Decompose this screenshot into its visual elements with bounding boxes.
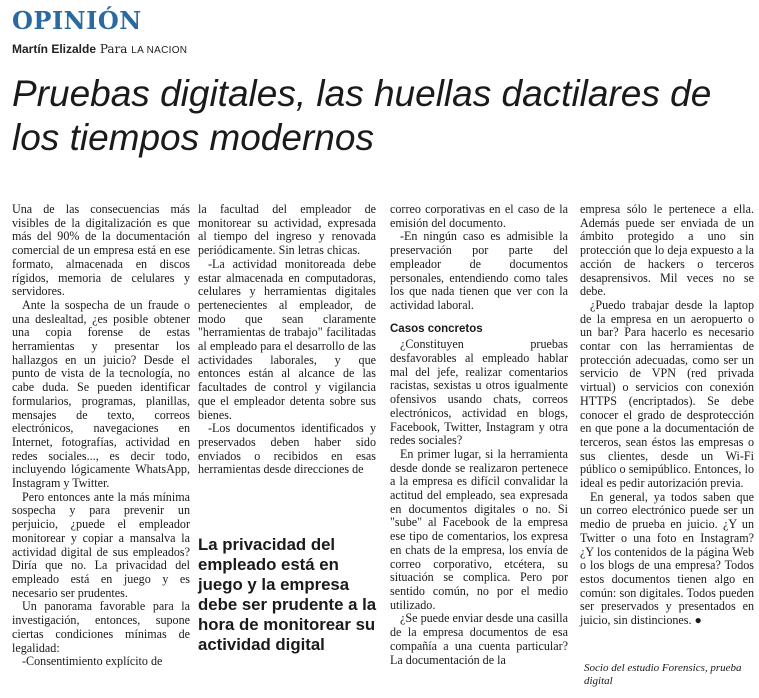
paragraph: Un panorama favorable para la investigación, entonces, supone ciertas condiciones mínimas de legalidad: bbox=[12, 599, 190, 655]
paragraph: -Consentimiento explícito de bbox=[22, 654, 163, 669]
paragraph: ¿Constituyen pruebas desfavorables al empleado hablar mal del jefe, realizar comentarios racistas, sexistas u otros igualmente ofensivos usando chats, correos electrónicos, actividad en blogs, Facebook, Twitter, Instagram y otra redes sociales? bbox=[390, 337, 568, 448]
article-column-1 bbox=[12, 203, 190, 695]
paragraph: ¿Puedo trabajar desde la laptop de la empresa en un aeropuerto o un bar? Para hacerlo es necesario contar con las herramientas de protección adecuadas, como ser un servicio de VPN (red privada virtual) o servicios con conexión HTTPS (encriptados). Se debe conocer el grado de desprotección en que pone a la documentación de terceros, sean éstos las empresas o sus clientes, desde un Wi-Fi público o semipúblico. Entonces, lo ideal es pedir autorización previa. bbox=[580, 297, 754, 491]
author-name: Martín Elizalde bbox=[12, 42, 97, 56]
byline-para: Para bbox=[99, 42, 128, 56]
paragraph: Ante la sospecha de un fraude o una deslealtad, ¿es posible obtener una copia forense de estas herramientas y presentar los hallazgos en un juicio? Desde el punto de vista de la tecnología, no cabe duda. Se pueden identificar formularios, programas, planillas, mensajes de texto, correos electrónicos, navegaciones en Internet, fotografías, actividad en redes sociales..., es decir todo, incluyendo lógicamente WhatsApp, Instagram y Twitter. bbox=[12, 297, 190, 491]
paragraph: Una de las consecuencias más visibles de la digitalización es que más del 90% de la documentación comercial de un empresa está en ese formato, almacenada en discos rígidos, memoria de celulares y servidores. bbox=[12, 202, 190, 299]
paragraph: -La actividad monitoreada debe estar almacenada en computadoras, celulares y herramientas digitales pertenecientes al empleador, de modo que sean claramente "herramientas de trabajo" facilitadas al empleado para el desarrollo de las actividades laborales, y que entonces están al alcance de las facultades de control y vigilancia que el empleador detenta sobre sus bienes. bbox=[198, 256, 376, 422]
paragraph: Pero entonces ante la más mínima sospecha y para prevenir un perjuicio, ¿puede el empleador monitorear y copiar a mansalva la actividad digital de sus empleados? Diría que no. La privacidad del empleado está en juego y es necesario ser prudentes. bbox=[12, 489, 190, 600]
paragraph: ¿Se puede enviar desde una casilla de la empresa documentos de esa compañía a una cuenta particular? La documentación de la bbox=[390, 611, 568, 667]
paragraph: -En ningún caso es admisible la preservación por parte del empleador de documentos personales, entendiendo como tales los que nada tienen que ver con la actividad laboral. bbox=[390, 229, 568, 312]
headline: Pruebas digitales, las huellas dactilares de los tiempos modernos bbox=[12, 73, 712, 158]
paragraph: correo corporativas en el caso de la emisión del documento. bbox=[390, 202, 568, 230]
article-column-4 bbox=[580, 203, 754, 695]
paragraph: -Los documentos identificados y preservados deben haber sido enviados o recibidos en esas herramientas desde direcciones de bbox=[198, 421, 376, 477]
paragraph: la facultad del empleador de monitorear su actividad, expresada al tiempo del ingreso y renovada periódicamente. Sin letras chicas. bbox=[198, 202, 376, 258]
paragraph: En primer lugar, si la herramienta desde donde se realizaron pertenece a la empresa es difícil convalidar la actitud del empleado, sea expresada en documentos digitales o no. Si "sube" al Facebook de la empresa ese tipo de comentarios, los expresa en chats de la empresa, los envía de correo corporativo, etcétera, su situación se complica. Pero por sentido común, no por el medio utilizado. bbox=[390, 446, 568, 612]
article-column-3 bbox=[390, 203, 568, 695]
paragraph: En general, ya todos saben que un correo electrónico puede ser un medio de prueba en juicio. ¿Y un Twitter o una foto en Instagram? ¿Y los contenidos de la página Web o los blogs de una empresa? Todos estos documentos tienen algo en común: son digitales. Todos pueden ser preservados y presentados en juicio, sin distinciones. ● bbox=[580, 489, 754, 628]
section-label: OPINIÓN bbox=[12, 6, 142, 35]
subheading: Casos concretos bbox=[390, 322, 483, 335]
paragraph: empresa sólo le pertenece a ella. Además puede ser enviada de un ámbito protegido a uno sin protección que lo deja expuesto a la acción de hackers o terceros desaprensivos. Mil veces no se debe. bbox=[580, 202, 754, 299]
pull-quote: La privacidad del empleado está en juego y la empresa debe ser prudente a la hora de monitorear su actividad digital bbox=[198, 535, 377, 654]
byline bbox=[12, 42, 187, 56]
publication-name: LA NACION bbox=[131, 45, 188, 56]
author-credit: Socio del estudio Forensics, prueba digital bbox=[584, 662, 742, 687]
article-column-2 bbox=[198, 202, 376, 477]
